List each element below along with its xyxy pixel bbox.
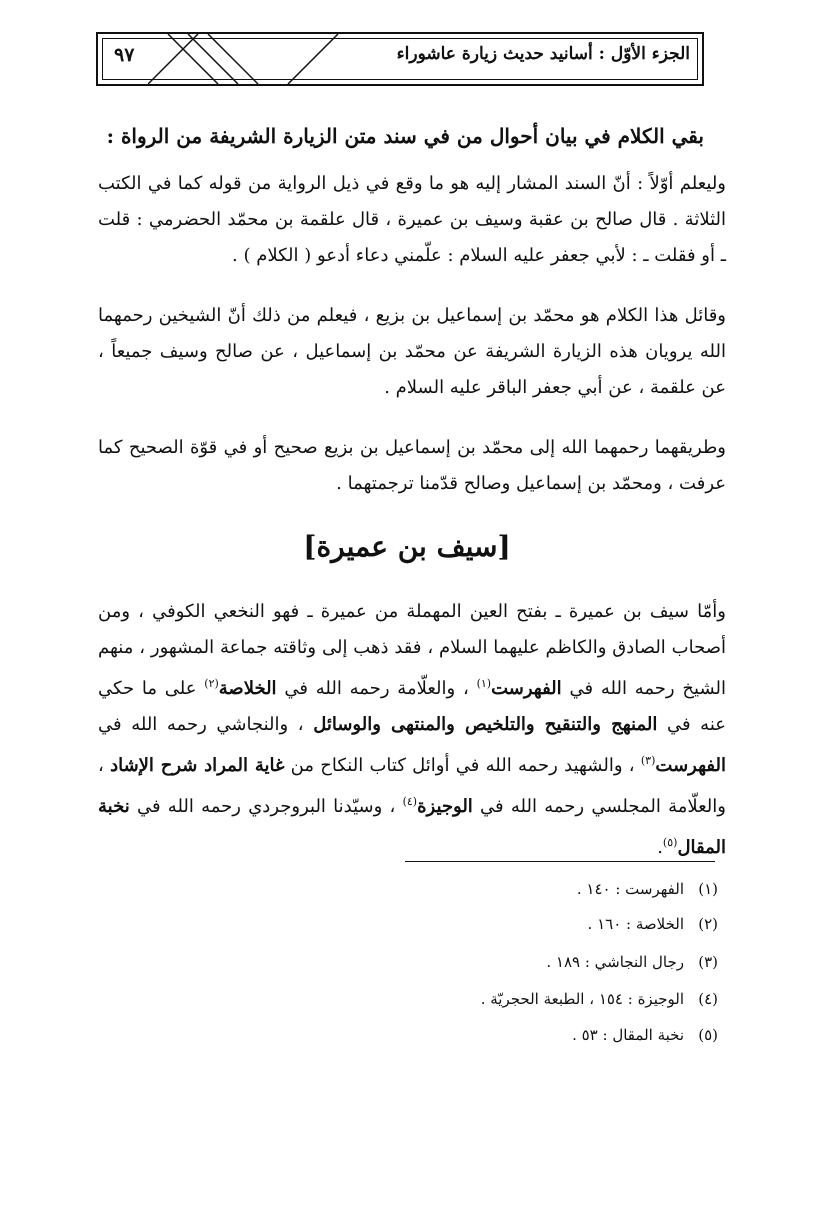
footnote-separator <box>405 861 715 862</box>
paragraph-1: وليعلم أوّلاً : أنّ السند المشار إليه هو ما وقع في ذيل الرواية من قوله كما في الكتب الثلاثة . قال صالح بن عقبة وسيف بن عميرة ، قال علقمة بن محمّد الحضرمي : قلت ـ أو فقلت ـ : لأبي جعفر عليه السلام : علّمني دعاء أدعو ( الكلام ) . <box>98 173 726 266</box>
running-title: الجزء الأوّل : أسانيد حديث زيارة عاشوراء <box>396 44 690 64</box>
book-title: غاية المراد شرح الإشاد <box>110 755 285 776</box>
footnote-number: (٤) <box>698 990 718 1008</box>
header-decoration-icon <box>148 34 348 84</box>
footnote-text: الفهرست : ١٤٠ . <box>576 880 684 898</box>
footnote-5 <box>198 1026 718 1044</box>
footnote-text: الخلاصة : ١٦٠ . <box>587 915 684 933</box>
text-run: ، والنجاشي رحمه الله في <box>98 714 304 735</box>
text-run: وأمّا سيف بن عميرة ـ بفتح العين المهملة من عميرة ـ فهو النخعي الكوفي ، ومن أصحاب الصادق والكاظم عليهما السلام ، فقد ذهب إلى وثاقته جماعة المشهور ، منهم الشيخ رحمه الله في <box>98 601 726 699</box>
footnote-ref: (٤) <box>402 795 418 808</box>
paragraph-3: وطريقهما رحمهما الله إلى محمّد بن إسماعيل بن بزيع صحيح أو في قوّة الصحيح كما عرفت ، ومحمّد بن إسماعيل وصالح قدّمنا ترجمتهما . <box>98 437 726 494</box>
paragraph-4 <box>98 594 726 866</box>
book-title: نخبة المقال <box>98 796 726 858</box>
footnote-number: (١) <box>698 880 718 898</box>
footnote-2 <box>198 915 718 933</box>
text-run: ، والشهيد رحمه الله في أوائل كتاب النكاح من <box>290 755 635 776</box>
text-run: . <box>657 837 663 858</box>
book-title: الوجيزة <box>417 796 473 817</box>
text-run: ، والعلّامة رحمه الله في <box>284 678 469 699</box>
page-header <box>96 32 704 86</box>
footnote-text: الوجيزة : ١٥٤ ، الطبعة الحجريّة . <box>480 990 684 1008</box>
section-heading: بقي الكلام في بيان أحوال من في سند متن الزيارة الشريفة من الرواة : <box>106 124 704 148</box>
footnote-3 <box>198 953 718 971</box>
footnote-ref: (٢) <box>204 677 219 690</box>
footnote-ref: (١) <box>476 677 492 690</box>
footnote-text: نخبة المقال : ٥٣ . <box>572 1026 684 1044</box>
book-title: الفهرست <box>655 755 726 776</box>
footnote-ref: (٥) <box>662 836 678 849</box>
text-run: ، وسيّدنا البروجردي رحمه الله في <box>136 796 396 817</box>
book-title: الفهرست <box>491 678 562 699</box>
paragraph-2: وقائل هذا الكلام هو محمّد بن إسماعيل بن بزيع ، فيعلم من ذلك أنّ الشيخين رحمهما الله يرويان هذه الزيارة الشريفة عن محمّد بن إسماعيل ، عن صالح وسيف جميعاً ، عن علقمة ، عن أبي جعفر الباقر عليه السلام . <box>98 305 726 398</box>
footnote-number: (٣) <box>698 953 718 971</box>
footnote-1 <box>198 880 718 898</box>
text-run: ، والعلّامة المجلسي رحمه الله في <box>98 755 726 817</box>
book-title: المنهج والتنقيح والتلخيص والمنتهى والوسائل <box>313 714 658 735</box>
footnote-number: (٥) <box>698 1026 718 1044</box>
footnote-number: (٢) <box>698 915 718 933</box>
footnote-4 <box>198 990 718 1008</box>
section-title: [سيف بن عميرة] <box>303 530 511 563</box>
footnote-text: رجال النجاشي : ١٨٩ . <box>546 953 684 971</box>
book-title: الخلاصة <box>218 678 277 699</box>
text-run: على ما حكي عنه في <box>98 678 727 735</box>
footnote-ref: (٣) <box>640 754 656 767</box>
page-number: ٩٧ <box>114 44 135 66</box>
